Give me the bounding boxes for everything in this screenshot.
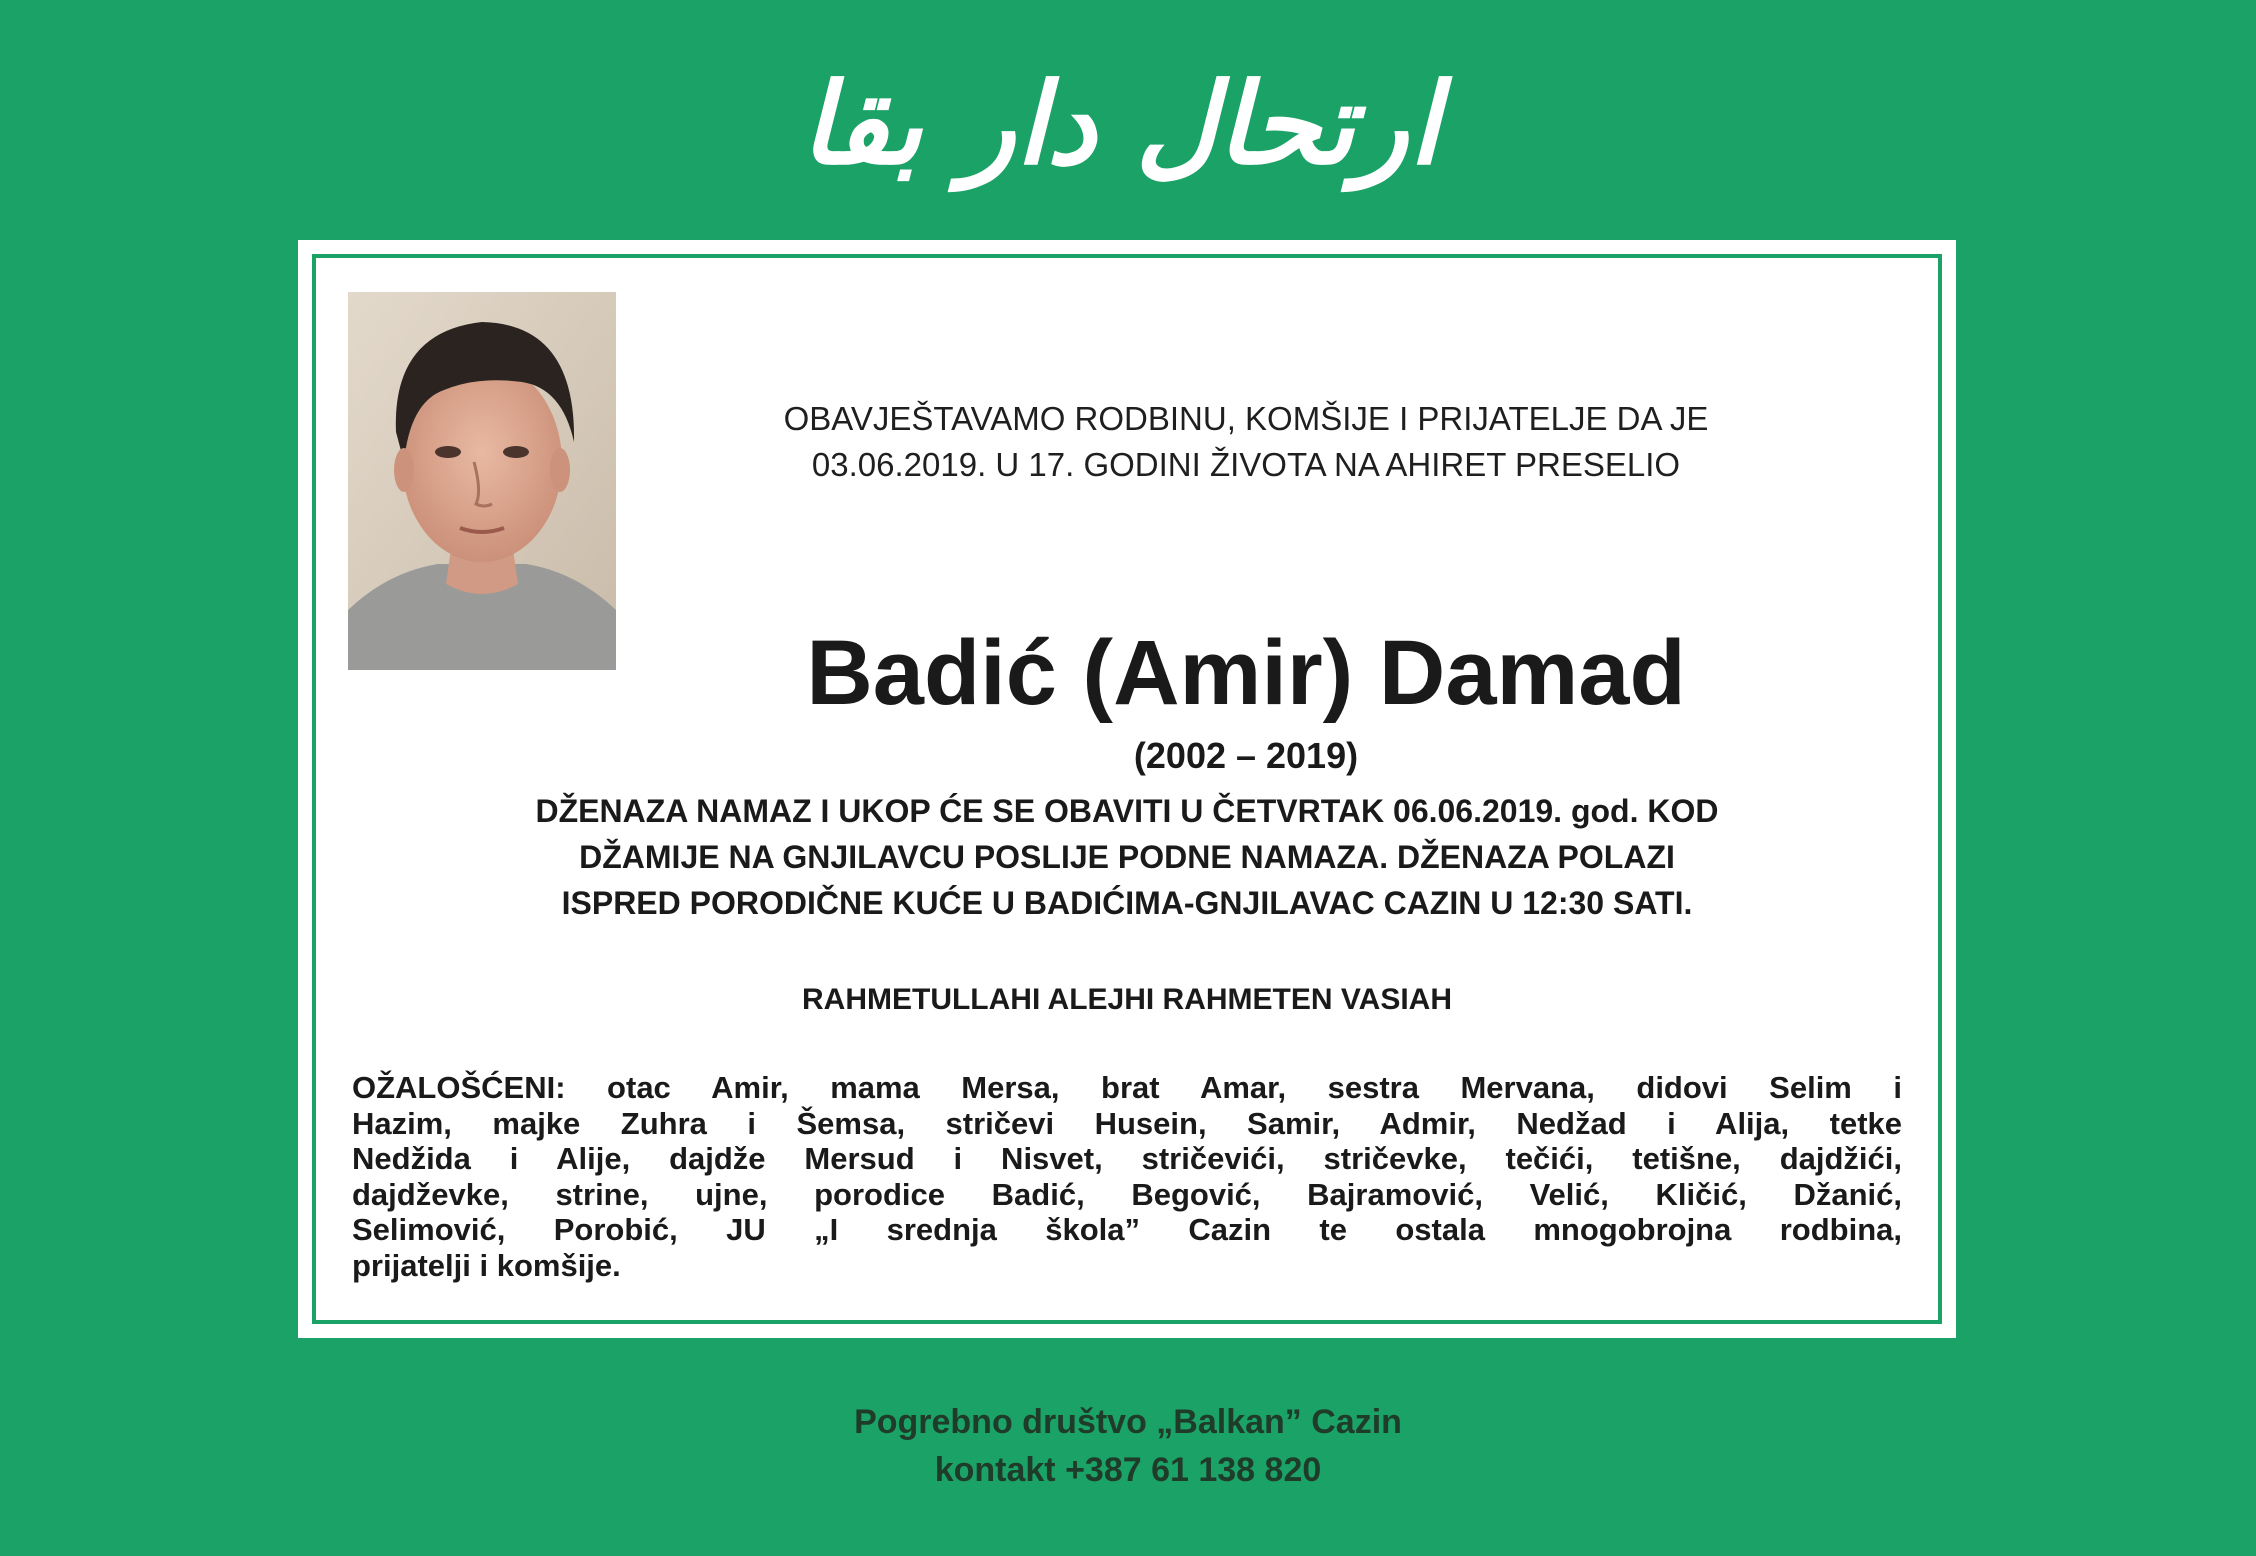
mourners-line: Nedžida i Alije, dajdže Mersud i Nisvet, stričevići, stričevke, tečići, tetišne, dajdžići, [352, 1141, 1902, 1176]
intro-line: 03.06.2019. U 17. GODINI ŽIVOTA NA AHIRET PRESELIO [811, 446, 1681, 483]
life-years: (2002 – 2019) [1133, 735, 1359, 776]
prayer-line: RAHMETULLAHI ALEJHI RAHMETEN VASIAH [802, 983, 1452, 1016]
funeral-line: ISPRED PORODIČNE KUĆE U BADIĆIMA-GNJILAVAC CAZIN U 12:30 SATI. [561, 885, 1693, 921]
mourners-line: dajdževke, strine, ujne, porodice Badić, Begović, Bajramović, Velić, Kličić, Džanić, [352, 1176, 1902, 1212]
mourners-line: Selimović, Porobić, JU „I srednja škola” Cazin te ostala mnogobrojna rodbina, [352, 1212, 1902, 1247]
mourners-paragraph [352, 1070, 1902, 1283]
funeral-line: DŽAMIJE NA GNJILAVCU POSLIJE PODNE NAMAZA. DŽENAZA POLAZI [579, 839, 1675, 875]
arabic-calligraphy-title: ارتحال دار بقا [800, 60, 1440, 190]
deceased-photo [348, 292, 616, 670]
footer [0, 1398, 2256, 1494]
funeral-company: Pogrebno društvo „Balkan” Cazin [854, 1403, 1402, 1441]
mourners-line: prijatelji i komšije. [352, 1247, 621, 1283]
contact-phone: kontakt +387 61 138 820 [934, 1451, 1322, 1489]
obituary-card [298, 240, 1956, 1338]
obituary-card-border [312, 254, 1942, 1324]
deceased-name: Badić (Amir) Damad [806, 622, 1686, 724]
mourners-line: Hazim, majke Zuhra i Šemsa, stričevi Husein, Samir, Admir, Nedžad i Alija, tetke [352, 1105, 1902, 1141]
funeral-details [356, 788, 1898, 926]
funeral-line: DŽENAZA NAMAZ I UKOP ĆE SE OBAVITI U ČETVRTAK 06.06.2019. god. KOD [535, 793, 1719, 829]
announcement-intro [636, 396, 1856, 488]
mourners-line: OŽALOŠĆENI: otac Amir, mama Mersa, brat Amar, sestra Mervana, didovi Selim i [352, 1070, 1902, 1105]
intro-line: OBAVJEŠTAVAMO RODBINU, KOMŠIJE I PRIJATELJE DA JE [783, 400, 1709, 437]
